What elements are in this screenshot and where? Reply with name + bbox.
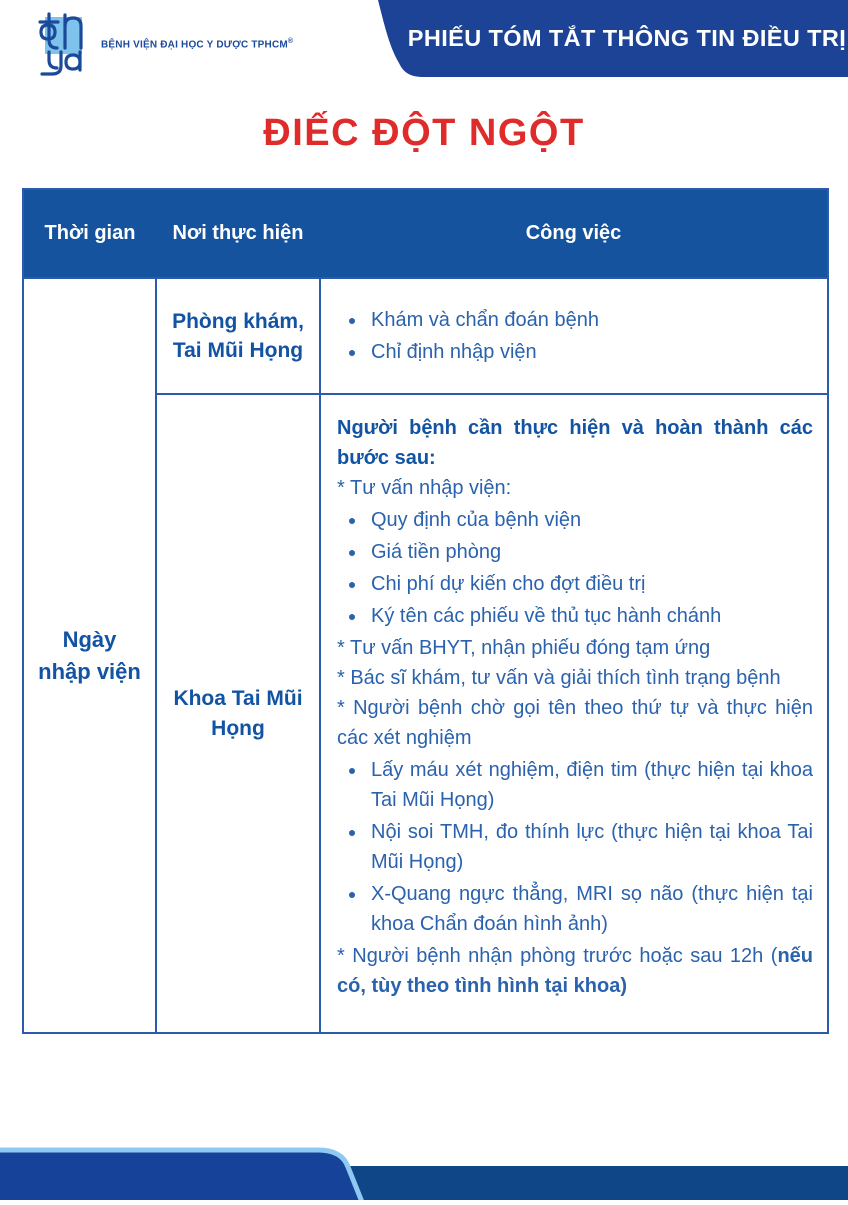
task-cell-clinic [320, 278, 828, 394]
task-bullet: • Nội soi TMH, đo thính lực (thực hiện tại khoa Tai Mũi Họng) [367, 817, 813, 877]
task-bullet: • Chỉ định nhập viện [367, 337, 813, 367]
hospital-name [101, 37, 294, 51]
time-cell: Ngày nhập viện [23, 278, 156, 1033]
task-line: * Người bệnh chờ gọi tên theo thứ tự và thực hiện các xét nghiệm [337, 697, 813, 749]
task-bullet-list [337, 505, 813, 631]
treatment-schedule-table [22, 188, 829, 1034]
header-banner [366, 0, 848, 82]
task-bullet: • Khám và chẩn đoán bệnh [367, 305, 813, 335]
hospital-logo-icon [28, 12, 92, 76]
task-line: * Tư vấn BHYT, nhận phiếu đóng tạm ứng [337, 637, 711, 659]
task-bullet: • Chi phí dự kiến cho đợt điều trị [367, 569, 813, 599]
page-header [0, 0, 848, 92]
task-bullet-list [337, 305, 813, 367]
sheet-title: PHIẾU TÓM TẮT THÔNG TIN ĐIỀU TRỊ [407, 24, 847, 51]
footer-shape-left [0, 1150, 366, 1200]
page-title: ĐIẾC ĐỘT NGỘT [263, 112, 585, 154]
task-heading: Người bệnh cần thực hiện và hoàn thành các bước sau: [337, 417, 813, 469]
task-line-bold-note: nếu có, tùy theo tình hình tại khoa) [337, 945, 813, 997]
column-header-location: Nơi thực hiện [156, 189, 320, 278]
task-bullet: • Quy định của bệnh viện [367, 505, 813, 535]
task-line: * Người bệnh nhận phòng trước hoặc sau 12h (nếu có, tùy theo tình hình tại khoa) [337, 945, 813, 997]
task-bullet: • Giá tiền phòng [367, 537, 813, 567]
location-cell-clinic: Phòng khám, Tai Mũi Họng [156, 278, 320, 394]
registered-mark: ® [287, 37, 294, 45]
task-bullet: • X-Quang ngực thẳng, MRI sọ não (thực hiện tại khoa Chẩn đoán hình ảnh) [367, 879, 813, 939]
column-header-task: Công việc [320, 189, 828, 278]
column-header-time: Thời gian [23, 189, 156, 278]
hospital-logo [28, 12, 294, 76]
table-row [23, 278, 828, 394]
footer-band-right [340, 1166, 848, 1200]
footer-decoration [0, 1140, 848, 1200]
task-line: * Tư vấn nhập viện: [337, 477, 512, 499]
hospital-name-text: BỆNH VIỆN ĐẠI HỌC Y DƯỢC TPHCM [101, 38, 288, 50]
task-cell-department [320, 394, 828, 1033]
task-bullet: • Ký tên các phiếu về thủ tục hành chánh [367, 601, 813, 631]
task-bullet: • Lấy máu xét nghiệm, điện tim (thực hiện tại khoa Tai Mũi Họng) [367, 755, 813, 815]
footer-shapes [0, 1140, 848, 1200]
location-cell-department: Khoa Tai Mũi Họng [156, 394, 320, 1033]
task-bullet-list [337, 755, 813, 939]
table-header-row [23, 189, 828, 278]
task-line: * Bác sĩ khám, tư vấn và giải thích tình trạng bệnh [337, 667, 781, 689]
